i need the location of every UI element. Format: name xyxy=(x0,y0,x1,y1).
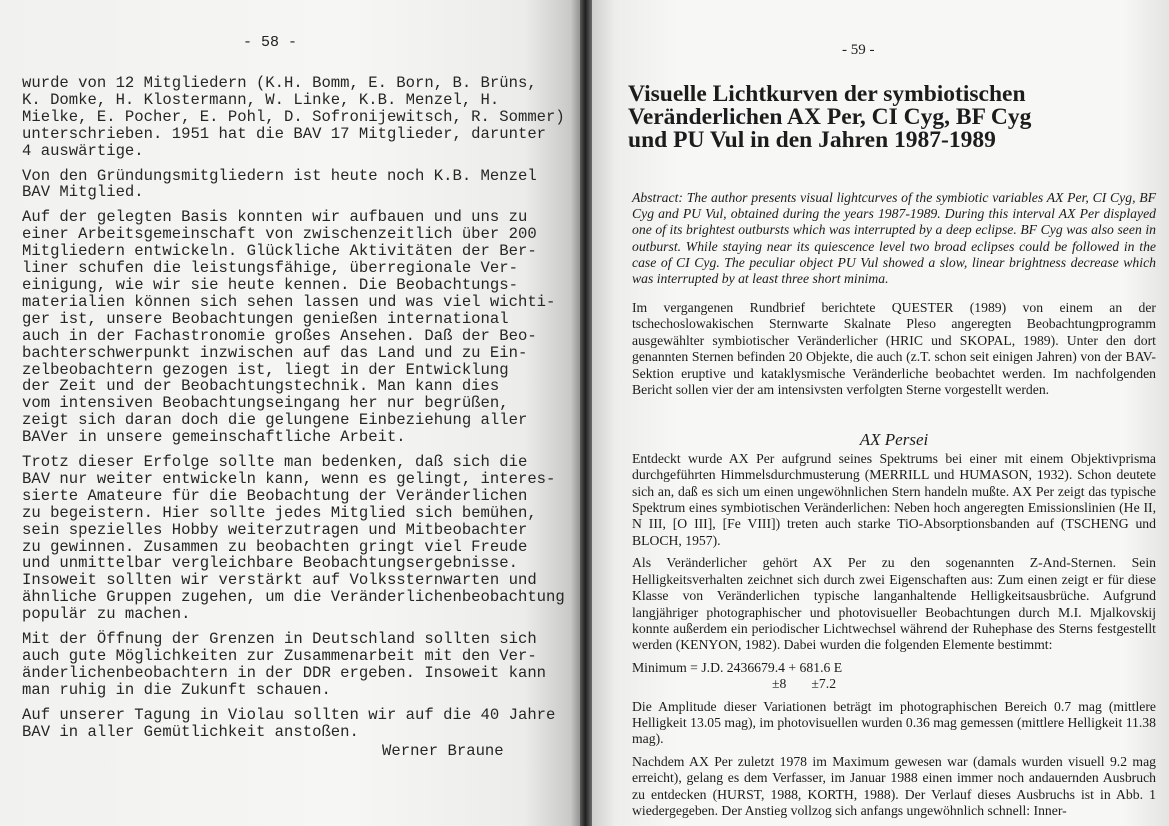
left-page xyxy=(0,0,582,826)
text-line: änderlichenbeobachtern in der DDR ergeben. Insoweit kann xyxy=(22,663,547,682)
text-line: sein spezielles Hobby weiterzutragen und Mitbeobachter xyxy=(22,520,528,539)
text-line: liner schufen die leistungsfähige, überregionale Ver- xyxy=(22,259,518,278)
text-line: Auf der gelegten Basis konnten wir aufbauen und uns zu xyxy=(22,208,528,227)
text-line: materialien können sich sehen lassen und was viel wichti- xyxy=(22,292,556,311)
text-line: und unmittelbar vergleichbare Beobachtungsergebnisse. xyxy=(22,554,518,573)
paragraph: Die Amplitude dieser Variationen beträgt im photographischen Bereich 0.7 mag (mittlere Helligkeit 13.05 mag), im photovisuellen wurden 0.36 mag gemessen (mittlere Helligkeit 11.38 mag). xyxy=(632,698,1156,747)
text-line: einigung, wie wir sie heute kennen. Die Beobachtungs- xyxy=(22,275,518,294)
text-line: populär zu machen. xyxy=(22,605,191,624)
section-heading: AX Persei xyxy=(859,430,929,450)
text-line: auch in der Fachastronomie großes Ansehen. Daß der Beo- xyxy=(22,326,537,345)
text-line: Von den Gründungsmitgliedern ist heute noch K.B. Menzel xyxy=(22,166,537,185)
text-line: auch gute Möglichkeiten zur Zusammenarbeit mit den Ver- xyxy=(22,647,537,665)
typewritten-text xyxy=(22,75,582,759)
paragraph xyxy=(22,454,582,623)
text-line: 4 auswärtige. xyxy=(22,141,144,160)
text-line: BAV in aller Gemütlichkeit anstoßen. xyxy=(22,722,359,741)
text-line: Auf unserer Tagung in Violau sollten wir auf die 40 Jahre xyxy=(22,705,556,724)
text-line: K. Domke, H. Klostermann, W. Linke, K.B. Menzel, H. xyxy=(22,90,500,109)
text-line: zu begeistern. Hier sollte jedes Mitglied sich bemühen, xyxy=(22,503,537,522)
text-line: ähnliche Gruppen zugehen, um die Veränderlichenbeobachtung xyxy=(22,588,565,607)
paragraph xyxy=(22,209,582,446)
signature: Werner Braune xyxy=(382,741,504,760)
paragraph: Nachdem AX Per zuletzt 1978 im Maximum gewesen war (damals wurden visuell 9.2 mag erreicht), gelang es dem Verfasser, im Januar 1988 einen immer noch andauernden Ausbruch zu entdecken (HURST, 1988, KORTH, 1988). Der Verlauf dieses Ausbruchs ist in Abb. 1 wiedergegeben. Der Anstieg vollzog sich anfangs ungewöhnlich schnell: Inner- xyxy=(632,753,1156,818)
text-line: unterschrieben. 1951 hat die BAV 17 Mitglieder, darunter xyxy=(22,124,547,143)
text-line: vom intensiven Beobachtungseingang her nur begrüßen, xyxy=(22,394,509,413)
formula: Minimum = J.D. 2436679.4 + 681.6 E xyxy=(632,659,843,675)
text-line: zu gewinnen. Zusammen zu beobachten gringt viel Freude xyxy=(22,537,528,556)
text-line: sierte Amateure für die Beobachtung der Veränderlichen xyxy=(22,486,528,505)
article-title: Visuelle Lichtkurven der symbiotischen Veränderlichen AX Per, CI Cyg, BF Cyg und PU Vul in den Jahren 1987-1989 xyxy=(628,81,1032,153)
paragraph xyxy=(22,707,582,741)
error-value: ±7.2 xyxy=(811,676,837,692)
text-line: man ruhig in die Zukunft schauen. xyxy=(22,680,331,699)
page-number: - 58 - xyxy=(243,34,298,51)
article-body xyxy=(632,300,1156,825)
page-number: - 59 - xyxy=(842,42,875,58)
text-line: Mielke, E. Pocher, E. Pohl, D. Sofronijewitsch, R. Sommer) xyxy=(22,107,565,126)
paragraph: Entdeckt wurde AX Per aufgrund seines Spektrums bei einer mit einem Objektivprisma durchgeführten Himmelsdurchmusterung (MERRILL und HUMASON, 1932). Schon deutete sich an, daß es sich um einen ungewöhnlichen Stern handeln mußte. AX Per zeigt das typische Spektrum eines symbiotischen Veränderlichen: Neben hoch angeregten Emissionslinien (He II, N III, [O III], [Fe VIII]) treten auch starke TiO-Absorptionsbanden auf (TSCHENG und BLOCH, 1957). xyxy=(632,450,1156,548)
text-line: bachterschwerpunkt inzwischen auf das Land und zu Ein- xyxy=(22,343,528,362)
abstract: Abstract: The author presents visual lightcurves of the symbiotic variables AX Per, CI Cyg, BF Cyg and PU Vul, obtained during the years 1987-1989. During this interval AX Per displayed one of its brightest outbursts which was interrupted by a deep eclipse. BF Cyg was also seen in outburst. While staying near its quiescence level two broad eclipses could be followed in the case of CI Cyg. The peculiar object PU Vul showed a slow, linear brightness decrease which was interrupted by at least three short minima. xyxy=(632,190,1156,287)
formula-errors xyxy=(632,676,1156,692)
intro-paragraph: Im vergangenen Rundbrief berichtete QUESTER (1989) von einem an der tschechoslowakischen Sternwarte Skalnate Pleso angeregten Beobachtungprogramm ausgewählter symbiotischer Veränderlicher (HRIC und SKOPAL, 1989). Unter den dort genannten Sternen befinden 20 Objekte, die auch (z.T. schon seit einigen Jahren) von der BAV-Sektion eruptive und kataklysmische Veränderliche beobachtet werden. Im nachfolgenden Bericht sollen vier der am intensivsten verfolgten Sterne vorgestellt werden. xyxy=(632,300,1156,398)
text-line: BAV nur weiter entwickeln kann, wenn es gelingt, interes- xyxy=(22,469,556,488)
text-line: Mitgliedern entwickeln. Glückliche Aktivitäten der Ber- xyxy=(22,242,537,261)
text-line: BAVer in unsere gemeinschaftliche Arbeit. xyxy=(22,428,406,447)
error-value: ±8 xyxy=(772,676,787,692)
text-line: Mit der Öffnung der Grenzen in Deutschland sollten sich xyxy=(22,630,537,649)
paragraph xyxy=(22,168,582,202)
text-line: zeigt sich daran doch die gelungene Einbeziehung aller xyxy=(22,411,528,430)
text-line: zelbeobachtern gezogen ist, liegt in der Entwicklung xyxy=(22,360,509,379)
paragraph xyxy=(22,75,582,160)
book-gutter xyxy=(580,0,592,826)
text-line: wurde von 12 Mitgliedern (K.H. Bomm, E. Born, B. Brüns, xyxy=(22,74,537,92)
right-page xyxy=(592,0,1169,826)
text-line: Insoweit sollten wir verstärkt auf Volkssternwarten und xyxy=(22,571,537,590)
text-line: Trotz dieser Erfolge sollte man bedenken, daß sich die xyxy=(22,453,528,472)
paragraph xyxy=(22,631,582,699)
text-line: BAV Mitglied. xyxy=(22,183,144,202)
text-line: einer Arbeitsgemeinschaft von zwischenzeitlich über 200 xyxy=(22,225,537,244)
text-line: der Zeit und der Beobachtungstechnik. Man kann dies xyxy=(22,377,500,396)
paragraph: Als Veränderlicher gehört AX Per zu den sogenannten Z-And-Sternen. Sein Helligkeitsverhalten zeichnet sich durch zwei Eigenschaften aus: Zum einen zeigt er für diese Klasse von Veränderlichen typische langanhaltende Helligkeitsausbrüche. Aufgrund langjähriger photographischer und photovisueller Beobachtungen durch M.I. Mjalkovskij konnte außerdem ein periodischer Lichtwechsel während der Ruhephase des Sterns festgestellt werden (KENYON, 1982). Dabei wurden die folgenden Elemente bestimmt: xyxy=(632,555,1156,653)
text-line: ger ist, unsere Beobachtungen genießen international xyxy=(22,309,509,328)
